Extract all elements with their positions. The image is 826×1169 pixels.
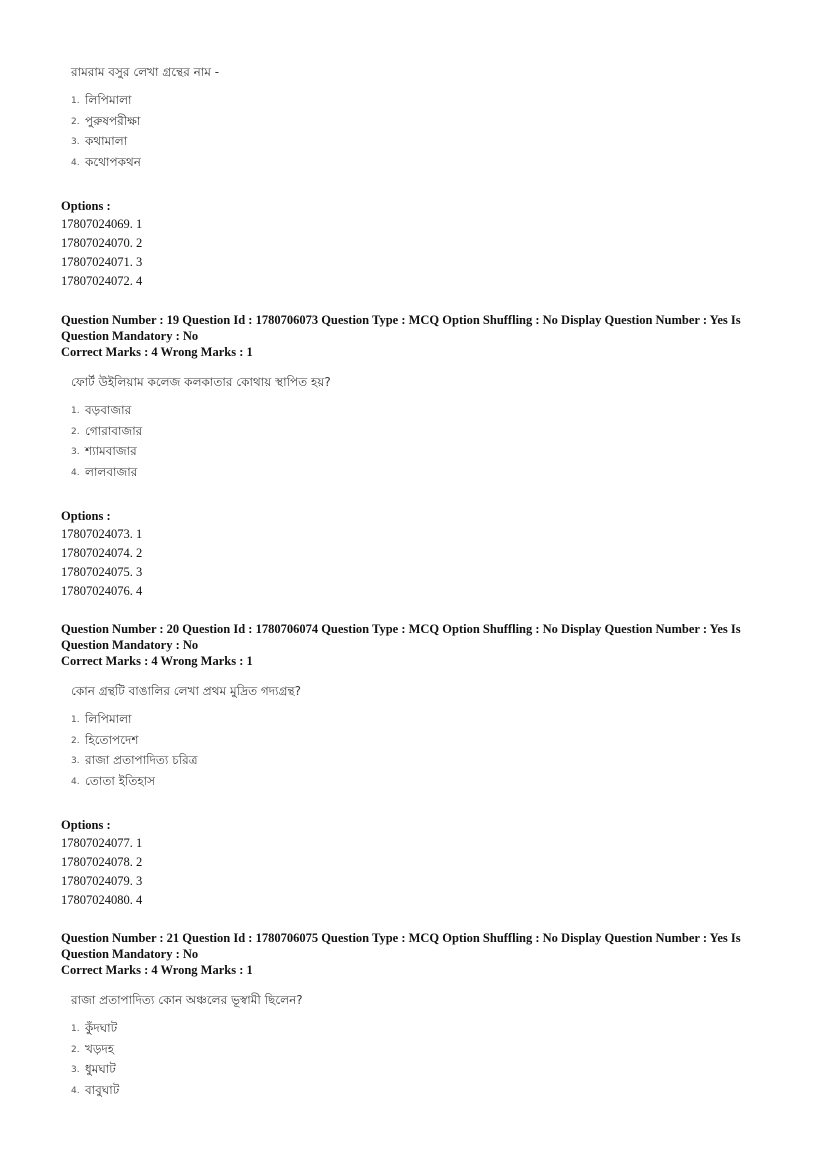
question-block (61, 621, 761, 910)
question-marks: Correct Marks : 4 Wrong Marks : 1 (61, 345, 253, 359)
question-image (71, 990, 761, 1101)
question-text: ফোর্ট উইলিয়াম কলেজ কলকাতার কোথায় স্থাপিত হয়? (71, 375, 331, 389)
question-choices (71, 91, 761, 173)
question-choices (71, 401, 761, 483)
question-block (61, 62, 761, 291)
choice-item: 2. হিতোপদেশ (71, 732, 139, 747)
choice-item: 2. পুরুষপরীক্ষা (71, 113, 141, 128)
choice-item: 3. রাজা প্রতাপাদিত্য চরিত্র (71, 753, 198, 767)
question-block (61, 312, 761, 601)
options-section (61, 507, 761, 601)
question-text: কোন গ্রন্থটি বাঙালির লেখা প্রথম মুদ্রিত গদ্যগ্রন্থ? (71, 684, 301, 698)
question-marks: Correct Marks : 4 Wrong Marks : 1 (61, 654, 253, 668)
choice-item: 3. কথামালা (71, 134, 128, 148)
choice-item: 2. খড়দহ (71, 1041, 115, 1056)
option-id: 17807024074. 2 (61, 546, 143, 560)
choice-item: 4. তোতা ইতিহাস (71, 773, 156, 788)
question-image (71, 62, 761, 173)
choice-item: 2. গোরাবাজার (71, 423, 143, 438)
choice-item: 1. লিপিমালা (71, 93, 132, 107)
options-list (61, 215, 761, 291)
option-id: 17807024075. 3 (61, 565, 143, 579)
choice-item: 3. শ্যামবাজার (71, 444, 137, 458)
question-choices (71, 710, 761, 792)
choice-item: 1. বড়বাজার (71, 403, 132, 417)
question-meta: Question Number : 21 Question Id : 1780706075 Question Type : MCQ Option Shuffling : No Display Question Number : Yes Is Question Mandatory : No (61, 931, 741, 961)
options-list (61, 834, 761, 910)
option-id: 17807024076. 4 (61, 584, 143, 598)
choice-item: 3. ধুমঘাট (71, 1062, 116, 1076)
question-meta: Question Number : 19 Question Id : 1780706073 Question Type : MCQ Option Shuffling : No Display Question Number : Yes Is Question Mandatory : No (61, 313, 741, 343)
question-image (71, 681, 761, 792)
choice-item: 4. কথোপকথন (71, 154, 141, 169)
option-id: 17807024080. 4 (61, 893, 143, 907)
option-id: 17807024073. 1 (61, 527, 143, 541)
option-id: 17807024079. 3 (61, 874, 143, 888)
choice-item: 4. বাবুঘাট (71, 1082, 120, 1097)
option-id: 17807024078. 2 (61, 855, 143, 869)
option-id: 17807024077. 1 (61, 836, 143, 850)
question-image (71, 372, 761, 483)
question-text: রামরাম বসুর লেখা গ্রন্থের নাম - (71, 65, 220, 79)
options-title: Options : (61, 509, 111, 523)
question-marks: Correct Marks : 4 Wrong Marks : 1 (61, 963, 253, 977)
options-title: Options : (61, 818, 111, 832)
options-section (61, 816, 761, 910)
option-id: 17807024069. 1 (61, 217, 143, 231)
option-id: 17807024071. 3 (61, 255, 143, 269)
question-choices (71, 1019, 761, 1101)
question-meta: Question Number : 20 Question Id : 1780706074 Question Type : MCQ Option Shuffling : No Display Question Number : Yes Is Question Mandatory : No (61, 622, 741, 652)
options-list (61, 525, 761, 601)
choice-item: 1. কুঁদঘাট (71, 1021, 118, 1035)
question-text: রাজা প্রতাপাদিত্য কোন অঞ্চলের ভূস্বামী ছিলেন? (71, 993, 303, 1007)
options-section (61, 197, 761, 291)
option-id: 17807024072. 4 (61, 274, 143, 288)
choice-item: 4. লালবাজার (71, 464, 138, 479)
question-block (61, 930, 761, 1101)
choice-item: 1. লিপিমালা (71, 712, 132, 726)
option-id: 17807024070. 2 (61, 236, 143, 250)
options-title: Options : (61, 199, 111, 213)
